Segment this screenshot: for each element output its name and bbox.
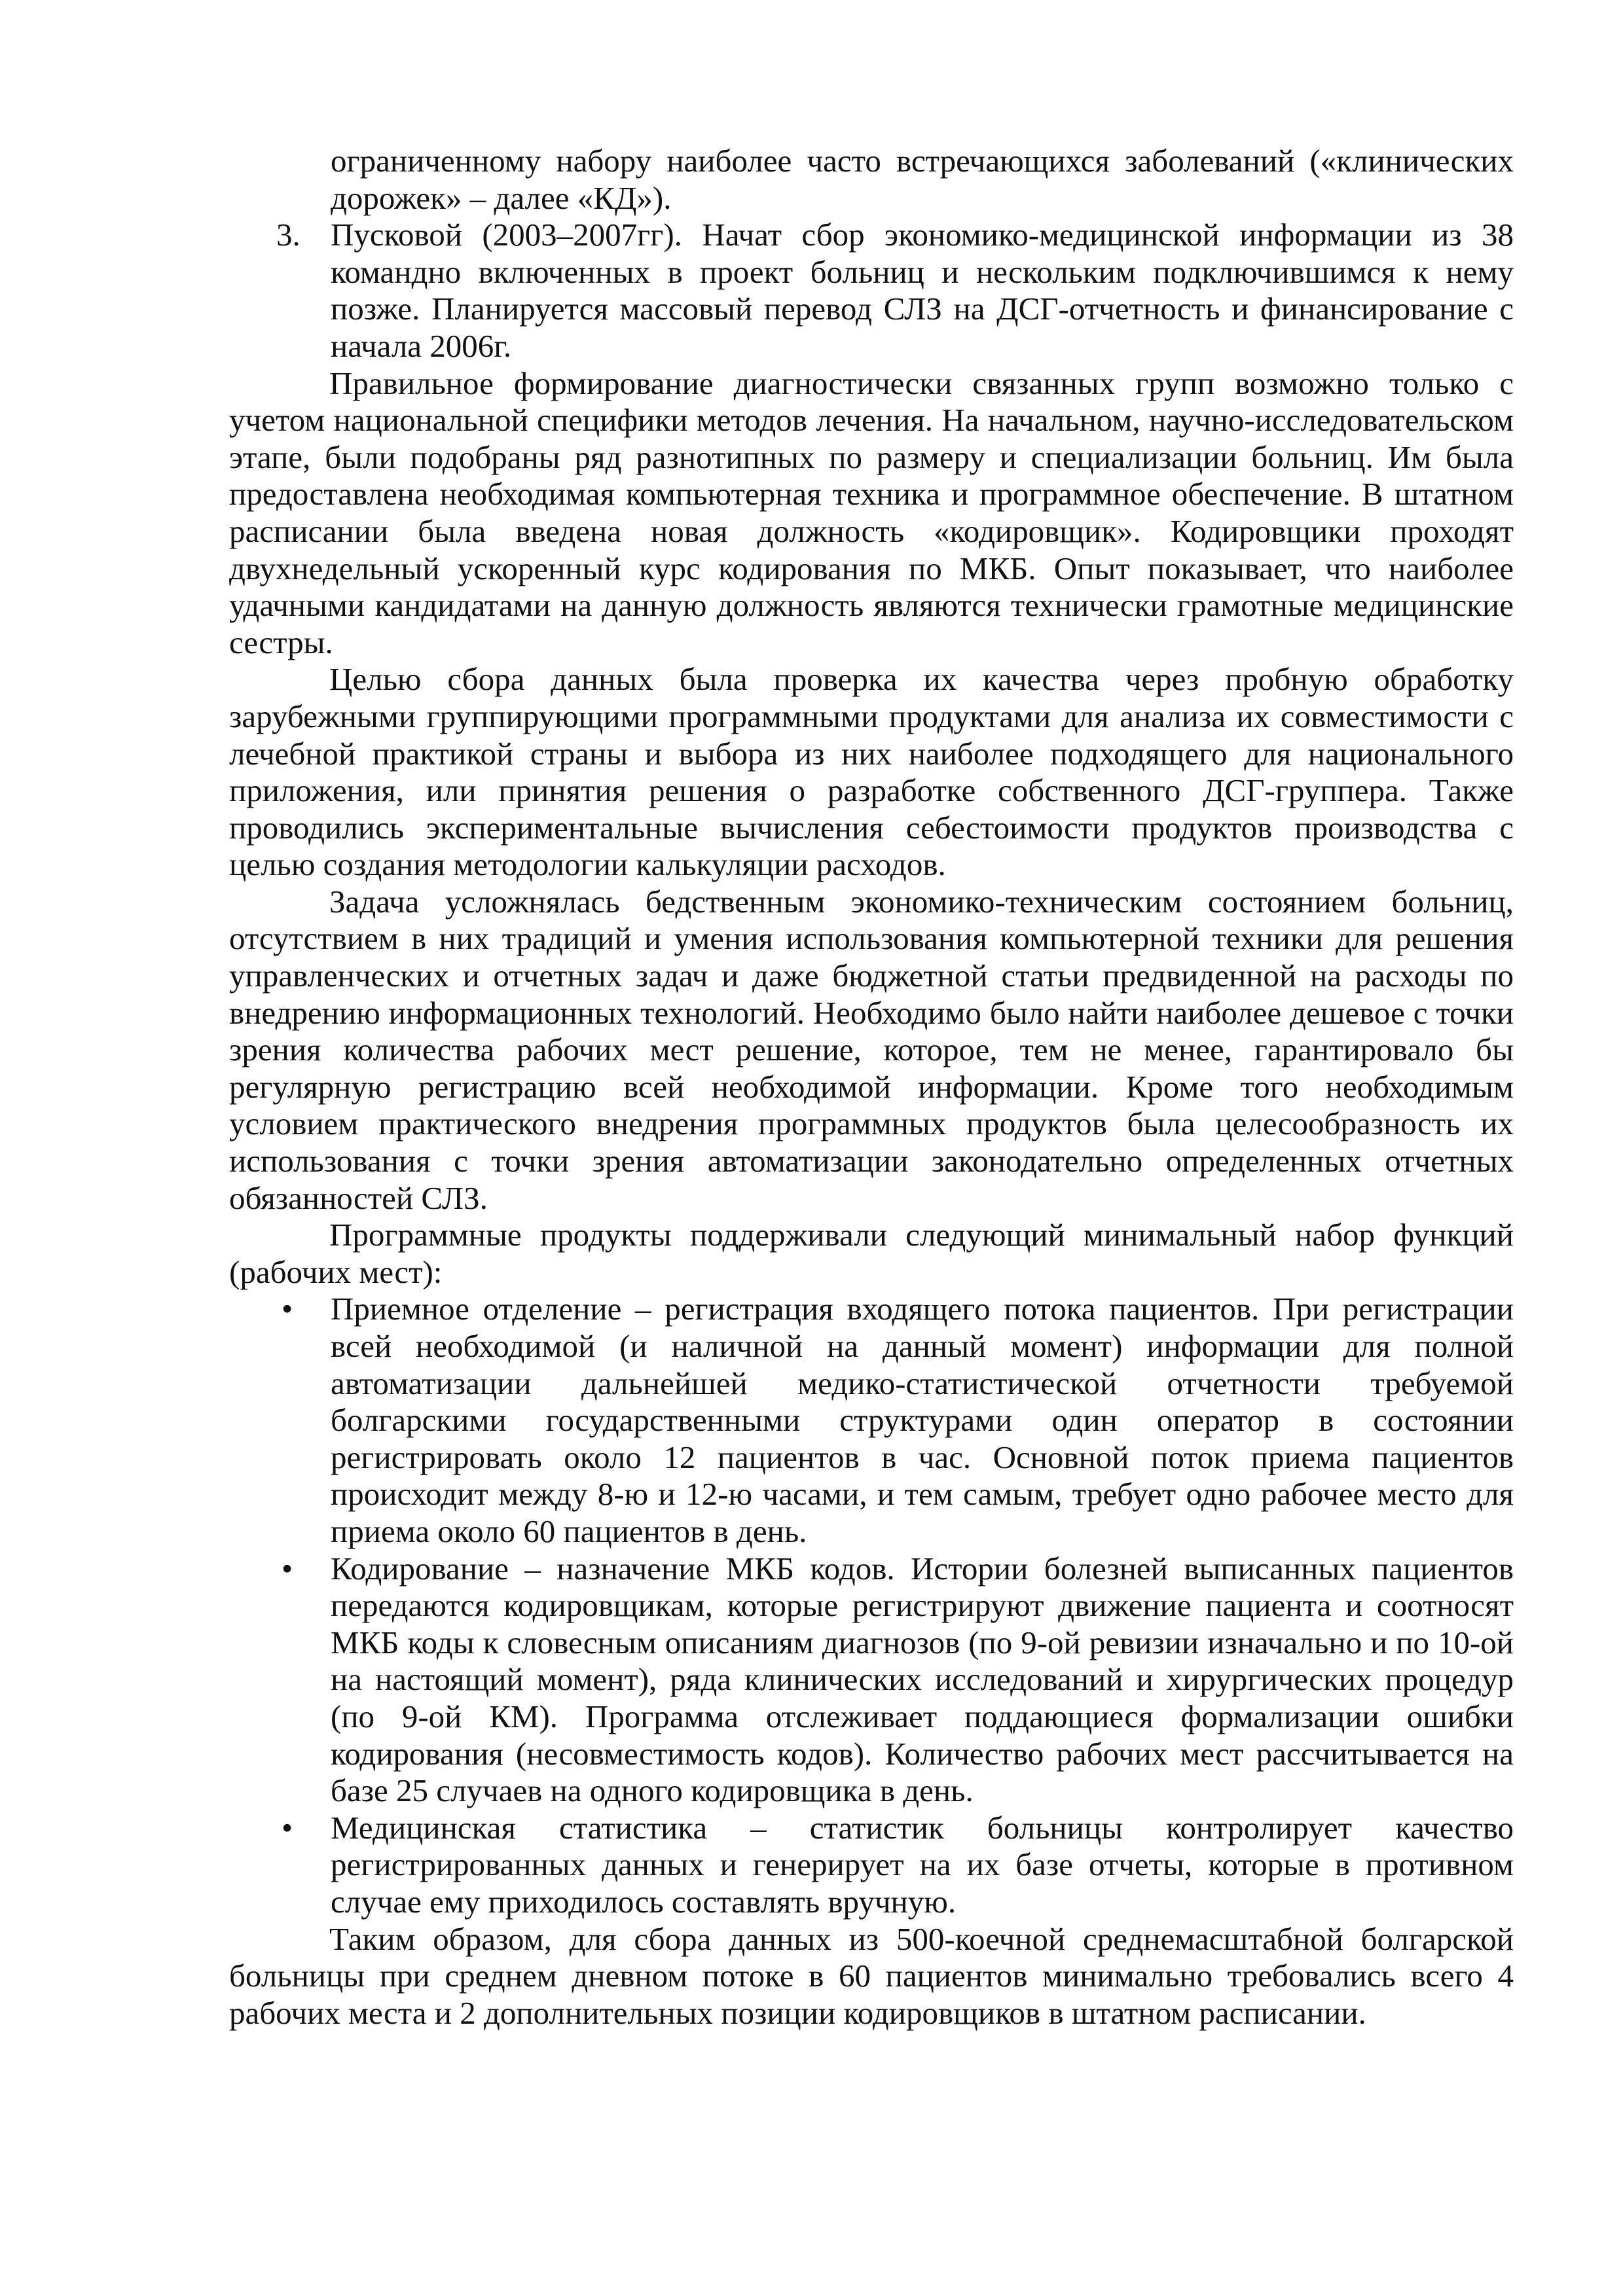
document-page — [229, 143, 1514, 2032]
bullet-text: Приемное отделение – регистрация входящего потока пациентов. При регистрации всей необходимой (и наличной на данный момент) информации для полной автоматизации дальнейшей медико-статистической отчетности требуемой болгарскими государственными структурами один оператор в состоянии регистрировать около 12 пациентов в час. Основной поток приема пациентов происходит между 8-ю и 12-ю часами, и тем самым, требует одно рабочее место для приема около 60 пациентов в день. — [331, 1291, 1514, 1549]
numbered-list — [229, 217, 1514, 365]
paragraph-dsg-formation: Правильное формирование диагностически связанных групп возможно только с учетом национальной специфики методов лечения. На начальном, научно-исследовательском этапе, были подобраны ряд разнотипных по размеру и специализации больниц. Им была предоставлена необходимая компьютерная техника и программное обеспечение. В штатном расписании была введена новая должность «кодировщик». Кодировщики проходят двухнедельный ускоренный курс кодирования по МКБ. Опыт показывает, что наиболее удачными кандидатами на данную должность являются технически грамотные медицинские сестры. — [229, 365, 1514, 660]
bullet-item-coding — [229, 1551, 1514, 1810]
bullet-list — [229, 1291, 1514, 1920]
bullet-icon: • — [282, 1291, 293, 1327]
bullet-text: Кодирование – назначение МКБ кодов. Истории болезней выписанных пациентов передаются кодировщикам, которые регистрируют движение пациента и соотносят МКБ коды к словесным описаниям диагнозов (по 9-ой ревизии изначально и по 10-ой на настоящий момент), ряда клинических исследований и хирургических процедур (по 9-ой КМ). Программа отслеживает поддающиеся формализации ошибки кодирования (несовместимость кодов). Количество рабочих мест рассчитывается на базе 25 случаев на одного кодировщика в день. — [331, 1550, 1514, 1809]
list-item-continuation: ограниченному набору наиболее часто встречающихся заболеваний («клинических дорожек» – далее «КД»). — [331, 143, 1514, 216]
numbered-list-item — [229, 217, 1514, 365]
bullet-icon: • — [282, 1550, 293, 1587]
paragraph-software-functions: Программные продукты поддерживали следующий минимальный набор функций (рабочих мест): — [229, 1217, 1514, 1290]
list-number: 3. — [276, 217, 301, 253]
paragraph-data-collection-goal: Целью сбора данных была проверка их качества через пробную обработку зарубежными группирующими программными продуктами для анализа их совместимости с лечебной практикой страны и выбора из них наиболее подходящего для национального приложения, или принятия решения о разработке собственного ДСГ-группера. Также проводились экспериментальные вычисления себестоимости продуктов производства с целью создания методологии калькуляции расходов. — [229, 661, 1514, 883]
bullet-item-admission — [229, 1291, 1514, 1550]
bullet-icon: • — [282, 1809, 293, 1846]
list-item-text: Пусковой (2003–2007гг). Начат сбор экономико-медицинской информации из 38 командно включенных в проект больниц и нескольким подключившимся к нему позже. Планируется массовый перевод СЛЗ на ДСГ-отчетность и финансирование с начала 2006г. — [331, 217, 1514, 364]
bullet-item-statistics — [229, 1810, 1514, 1921]
bullet-text: Медицинская статистика – статистик больницы контролирует качество регистрированных данных и генерирует на их базе отчеты, которые в противном случае ему приходилось составлять вручную. — [331, 1809, 1514, 1920]
paragraph-conclusion: Таким образом, для сбора данных из 500-коечной среднемасштабной болгарской больницы при среднем дневном потоке в 60 пациентов минимально требовались всего 4 рабочих места и 2 дополнительных позиции кодировщиков в штатном расписании. — [229, 1920, 1514, 2031]
paragraph-task-complication: Задача усложнялась бедственным экономико-техническим состоянием больниц, отсутствием в них традиций и умения использования компьютерной техники для решения управленческих и отчетных задач и даже бюджетной статьи предвиденной на расходы по внедрению информационных технологий. Необходимо было найти наиболее дешевое с точки зрения количества рабочих мест решение, которое, тем не менее, гарантировало бы регулярную регистрацию всей необходимой информации. Кроме того необходимым условием практического внедрения программных продуктов была целесообразность их использования с точки зрения автоматизации законодательно определенных отчетных обязанностей СЛЗ. — [229, 883, 1514, 1216]
